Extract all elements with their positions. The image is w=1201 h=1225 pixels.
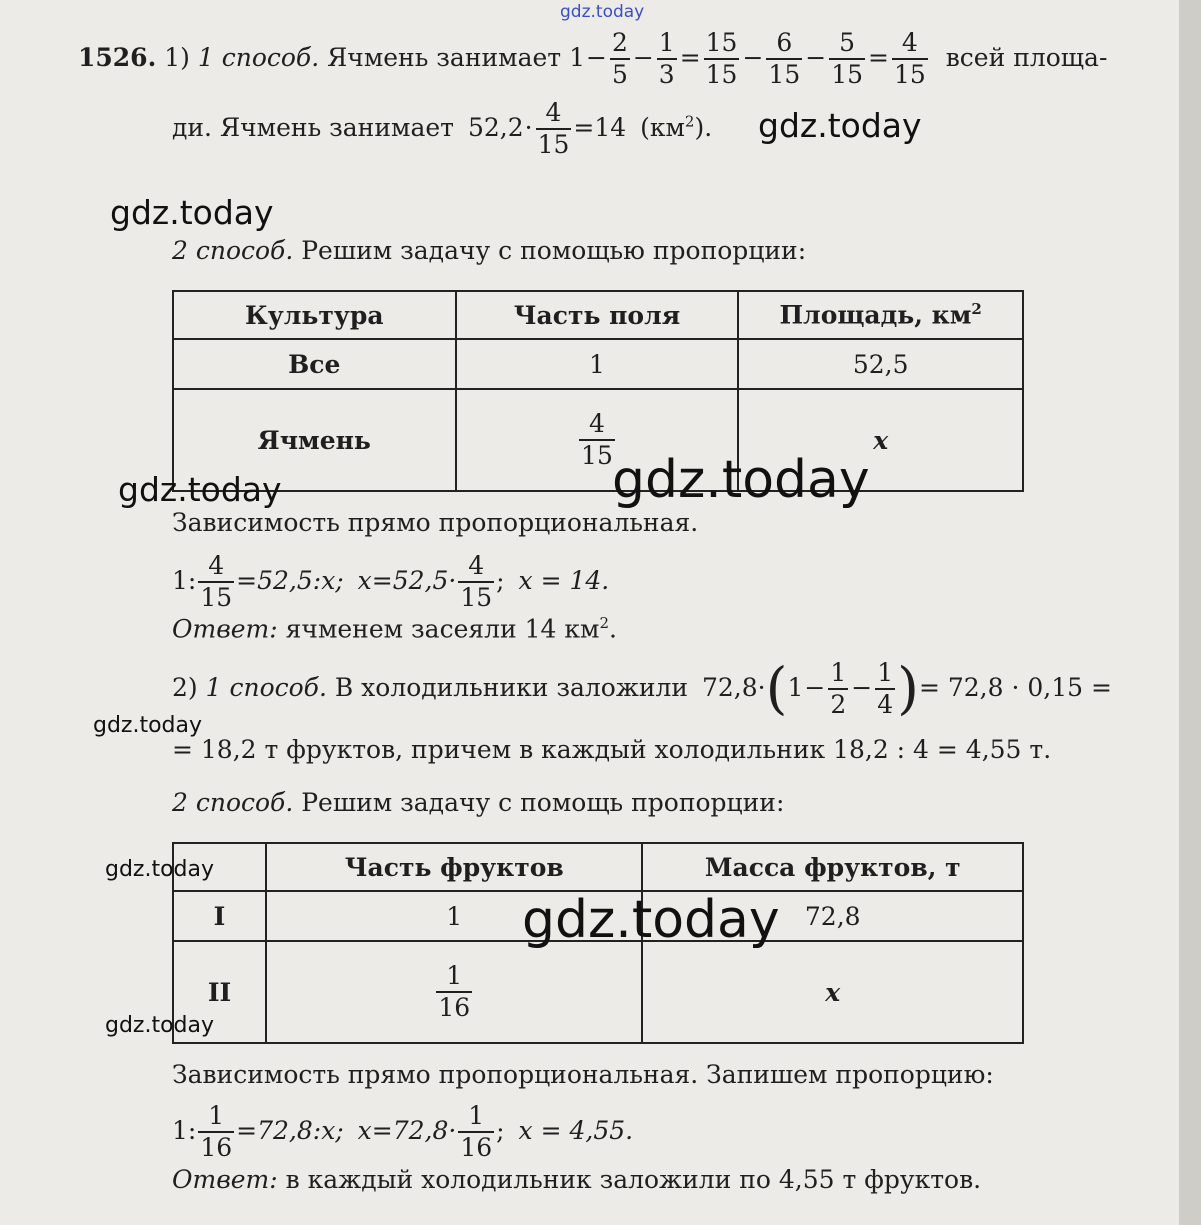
part1-dependency: Зависимость прямо пропорциональная. — [172, 508, 699, 537]
table-2-header-mass: Масса фруктов, т — [642, 843, 1023, 891]
table-1-cell-barley-area: x — [738, 389, 1023, 491]
table-2-cell-i: I — [173, 891, 266, 941]
eq1-frac5: $\frac{5}{15}$ — [831, 28, 863, 90]
eq1-one: 1 — [569, 42, 585, 72]
eq2-frac: $\frac{4}{15}$ — [537, 98, 570, 160]
eq2-result: =14 — [573, 112, 627, 142]
part1-text1b: всей площа- — [945, 42, 1108, 72]
part1-text2a: ди. Ячмень занимает — [172, 112, 454, 142]
eq2-unit: (км — [640, 112, 685, 142]
eq2-unit-close: ). — [694, 112, 713, 142]
table-1-cell-all-part: 1 — [456, 339, 739, 389]
watermark-5: gdz.today — [93, 713, 203, 738]
watermark-7: gdz.today — [522, 890, 780, 950]
eq2-a: 52,2 — [467, 112, 524, 142]
problem-number: 1526. — [78, 42, 157, 72]
part2-line1: 2) 1 способ. В холодильники заложили 72,8·(1− $\frac{1}{2}$ − $\frac{1}{4}$ )= 72,8 · 0,15 = — [172, 656, 1112, 722]
table-1 — [172, 290, 1024, 492]
eq1-frac6: $\frac{4}{15}$ — [893, 28, 926, 90]
part2-dependency: Зависимость прямо пропорциональная. Запишем пропорцию: — [172, 1060, 994, 1089]
watermark-3: gdz.today — [612, 450, 870, 510]
table-2-cell-ii-mass: x — [642, 941, 1023, 1043]
part2-line2: = 18,2 т фруктов, причем в каждый холодильник 18,2 : 4 = 4,55 т. — [172, 735, 1052, 764]
table-2-header-row — [173, 843, 1023, 891]
part1-way1-label: 1 способ. — [197, 42, 320, 72]
part1-way2-text: Решим задачу с помощью пропорции: — [301, 236, 807, 265]
part2-answer: Ответ: в каждый холодильник заложили по 4,55 т фруктов. — [172, 1165, 982, 1194]
eq2-unit-sup: 2 — [684, 112, 695, 131]
part1-way2-label: 2 способ. — [172, 236, 294, 265]
watermark-1: gdz.today — [758, 106, 922, 145]
table-1-row-barley — [173, 389, 1023, 491]
watermark-6: gdz.today — [105, 857, 215, 882]
table-2-cell-i-part: 1 — [266, 891, 642, 941]
table-2-header-part: Часть фруктов — [266, 843, 642, 891]
part2-proportion: 1: $\frac{1}{16}$ =72,8:x; x=72,8· $\frac{1}{16}$ ; x = 4,55. — [172, 1101, 634, 1163]
table-1-header-area: Площадь, $км^2$ — [738, 291, 1023, 339]
part1-answer: Ответ: ячменем засеяли 14 $км^2$. — [172, 614, 617, 644]
table-1-header-crop: Культура — [173, 291, 456, 339]
table-2-cell-i-mass: 72,8 — [642, 891, 1023, 941]
part1-label: 1) — [164, 42, 190, 72]
table-1-cell-all-area: 52,5 — [738, 339, 1023, 389]
table-2-cell-ii-part: $\frac{1}{16}$ — [266, 941, 642, 1043]
watermark-4: gdz.today — [118, 470, 282, 509]
part1-way2-line — [172, 236, 806, 265]
watermark-8: gdz.today — [105, 1013, 215, 1038]
eq1-frac1: $\frac{2}{5}$ — [611, 28, 628, 90]
watermark-top: gdz.today — [560, 2, 645, 22]
table-1-cell-all: Все — [173, 339, 456, 389]
table-1-row-all — [173, 339, 1023, 389]
table-1-cell-barley-part: $\frac{4}{15}$ — [456, 389, 739, 491]
table-2-row-2 — [173, 941, 1023, 1043]
eq1-frac3: $\frac{15}{15}$ — [705, 28, 738, 90]
table-2-cell-ii: II — [173, 941, 266, 1043]
part1-proportion: 1: $\frac{4}{15}$ =52,5:x; x=52,5· $\frac{4}{15}$ ; x = 14. — [172, 551, 610, 613]
part1-line1: 1526. 1) 1 способ. Ячмень занимает 1− $\frac{2}{5}$ − $\frac{1}{3}$ = $\frac{15}{15}$ − $\frac{6}{15}$ − $\frac{5}{15}$ = $\frac{4}{15}$ всей площа- — [78, 28, 1108, 90]
page-edge-shadow — [1179, 0, 1201, 1225]
watermark-2: gdz.today — [110, 193, 274, 232]
eq1-frac4: $\frac{6}{15}$ — [768, 28, 801, 90]
table-1-header-row — [173, 291, 1023, 339]
part2-way2-line: 2 способ. Решим задачу с помощь пропорции: — [172, 788, 785, 817]
part1-line2: ди. Ячмень занимает 52,2· $\frac{4}{15}$ =14 $(км^2)$. — [172, 98, 713, 160]
eq1-frac2: $\frac{1}{3}$ — [658, 28, 675, 90]
part1-text1: Ячмень занимает — [327, 42, 562, 72]
table-1-cell-barley: Ячмень — [173, 389, 456, 491]
table-1-header-part: Часть поля — [456, 291, 739, 339]
